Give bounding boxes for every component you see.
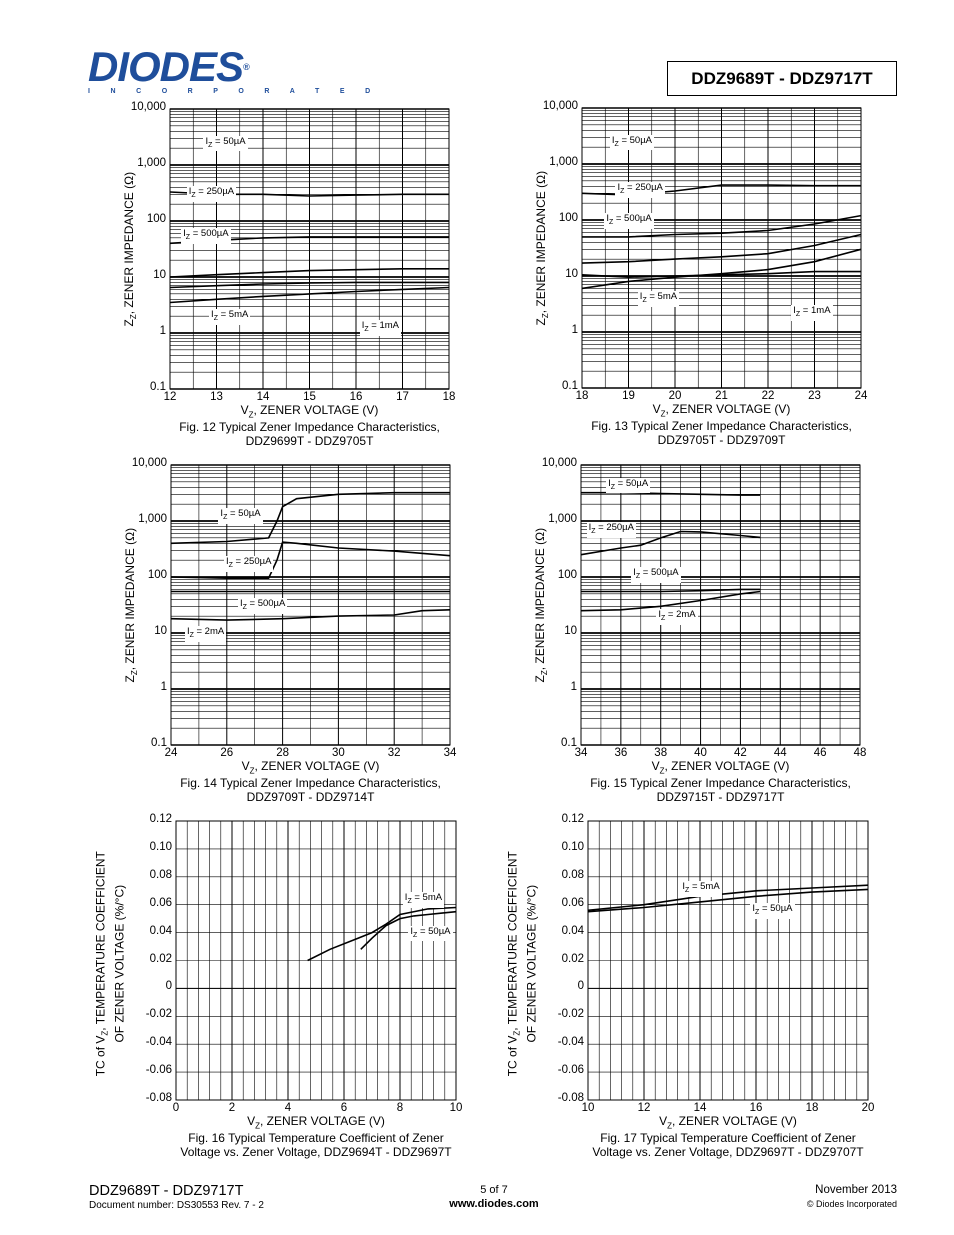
y-tick-label: 1,000 [138,513,167,525]
footer-doc-number: Document number: DS30553 Rev. 7 - 2 [89,1200,264,1211]
y-tick-label: 1 [160,681,167,693]
series-label: $I_Z = 50\mu A$ [606,478,650,494]
series-line-1 [588,889,868,911]
footer-page: 5 of 7 [480,1184,508,1196]
y-tick-label: 100 [146,213,166,225]
x-tick-label: 18 [442,391,456,403]
y-tick-label: 100 [558,212,578,224]
x-tick-label: 34 [574,747,588,759]
y-tick-label: 10,000 [541,457,577,469]
y-tick-label: 0.02 [561,952,584,965]
x-axis-label: $V_Z$, ZENER VOLTAGE (V) [659,1114,797,1131]
y-axis-label: TC of $V_Z$, TEMPERATURE COEFFICIENT OF ZENER VOLTAGE (%/°C) [93,850,127,1076]
x-tick-label: 16 [349,391,363,403]
y-tick-label: 10 [154,625,167,637]
y-tick-label: 0 [577,980,584,993]
y-tick-label: 1,000 [137,157,166,169]
y-tick-label: -0.06 [557,1064,584,1077]
x-tick-label: 14 [693,1102,707,1114]
x-tick-label: 23 [808,390,821,402]
y-tick-label: 100 [147,569,167,581]
footer-part-number: DDZ9689T - DDZ9717T [89,1183,244,1199]
x-axis-label: $V_Z$, ZENER VOLTAGE (V) [241,759,380,776]
y-tick-label: 0.06 [149,896,172,909]
x-tick-label: 4 [284,1102,292,1114]
y-axis-label: $Z_Z$, ZENER IMPEDANCE (Ω) [533,170,551,326]
series-label: $I_Z = 500\mu A$ [181,228,230,244]
y-tick-label: 0.1 [151,737,167,749]
series-label: $I_Z = 50\mu A$ [610,135,654,151]
series-label: $I_Z = 5mA$ [638,291,679,307]
series-label: $I_Z = 250\mu A$ [587,522,636,538]
x-tick-label: 34 [443,747,457,759]
series-label: $I_Z = 250\mu A$ [187,186,236,202]
y-tick-label: 10,000 [131,457,167,469]
y-tick-label: 1 [570,681,577,693]
y-tick-label: 1 [159,325,166,337]
series-label: $I_Z = 5mA$ [209,309,250,325]
y-tick-label: 1,000 [549,156,578,168]
x-tick-label: 18 [575,390,589,402]
series-label: $I_Z = 50\mu A$ [750,903,794,919]
x-tick-label: 42 [734,747,747,759]
x-axis-label: $V_Z$, ZENER VOLTAGE (V) [247,1114,385,1131]
series-label: $I_Z = 1mA$ [791,305,832,321]
y-tick-label: 100 [557,569,577,581]
y-tick-label: 0.08 [149,868,172,881]
fig17-chart [588,821,868,1100]
x-tick-label: 14 [256,391,270,403]
y-tick-label: 10 [564,625,577,637]
y-tick-label: 0.1 [561,737,577,749]
x-tick-label: 18 [805,1102,819,1114]
x-tick-label: 28 [276,747,289,759]
series-label: $I_Z = 250\mu A$ [615,182,664,198]
y-tick-label: 10,000 [542,100,578,112]
y-axis-label: $Z_Z$, ZENER IMPEDANCE (Ω) [532,527,550,683]
x-tick-label: 10 [581,1102,595,1114]
y-tick-label: 0 [165,980,172,993]
y-tick-label: 0.1 [562,380,578,392]
y-tick-label: 10,000 [130,101,166,113]
series-label: $I_Z = 500\mu A$ [631,567,680,583]
y-axis-label: TC of $V_Z$, TEMPERATURE COEFFICIENT OF ZENER VOLTAGE (%/°C) [505,850,539,1076]
x-tick-label: 19 [622,390,635,402]
chart-title: Fig. 13 Typical Zener Impedance Characteristics, DDZ9705T - DDZ9709T [591,419,852,447]
y-tick-label: 0.12 [561,813,584,825]
x-tick-label: 6 [340,1102,348,1114]
series-label: $I_Z = 50\mu A$ [203,136,247,152]
footer-date: November 2013 [815,1184,897,1196]
x-tick-label: 2 [228,1102,236,1114]
part-number-box: DDZ9689T - DDZ9717T [667,61,897,96]
y-tick-label: -0.02 [145,1008,172,1021]
chart-title: Fig. 16 Typical Temperature Coefficient of Zener Voltage vs. Zener Voltage, DDZ9694T - DDZ9697T [180,1131,452,1159]
logo-text: DIODES® [88,43,249,90]
y-tick-label: 10 [153,269,166,281]
y-tick-label: 0.08 [561,868,584,881]
series-label: $I_Z = 250\mu A$ [224,556,273,572]
y-tick-label: 0.02 [149,952,172,965]
y-tick-label: 0.04 [561,924,584,937]
x-tick-label: 32 [387,747,401,759]
y-tick-label: 10 [565,268,578,280]
x-axis-label: $V_Z$, ZENER VOLTAGE (V) [651,759,790,776]
x-axis-label: $V_Z$, ZENER VOLTAGE (V) [652,402,791,419]
x-tick-label: 12 [163,391,177,403]
x-tick-label: 16 [749,1102,763,1114]
y-tick-label: -0.04 [557,1036,584,1049]
y-tick-label: 0.10 [149,840,172,853]
series-label: $I_Z = 5mA$ [403,892,444,908]
chart-title: Fig. 17 Typical Temperature Coefficient of Zener Voltage vs. Zener Voltage, DDZ9697T - DDZ9707T [592,1131,864,1159]
series-label: $I_Z = 50\mu A$ [218,508,262,524]
x-tick-label: 24 [164,747,178,759]
fig15-chart [581,465,860,745]
series-label: $I_Z = 1mA$ [360,320,401,336]
x-tick-label: 22 [761,390,775,402]
y-tick-label: 0.06 [561,896,584,909]
x-tick-label: 10 [449,1102,463,1114]
y-tick-label: 0.04 [149,924,172,937]
x-tick-label: 48 [853,747,867,759]
y-tick-label: 0.10 [561,840,584,853]
fig14-chart [171,465,450,745]
y-tick-label: -0.08 [145,1092,172,1104]
footer-website[interactable]: www.diodes.com [449,1198,539,1210]
x-tick-label: 26 [220,747,234,759]
y-tick-label: 0.12 [149,813,172,825]
fig16-chart [176,821,456,1100]
series-label: $I_Z = 500\mu A$ [238,598,287,614]
x-axis-label: $V_Z$, ZENER VOLTAGE (V) [240,403,379,420]
x-tick-label: 20 [861,1102,875,1114]
series-label: $I_Z = 50\mu A$ [408,926,452,942]
series-label: $I_Z = 2mA$ [185,626,226,642]
y-tick-label: 1,000 [548,513,577,525]
chart-title: Fig. 15 Typical Zener Impedance Characteristics, DDZ9715T - DDZ9717T [590,776,851,804]
x-tick-label: 36 [614,747,628,759]
x-tick-label: 40 [694,747,707,759]
y-axis-label: $Z_Z$, ZENER IMPEDANCE (Ω) [122,527,140,683]
chart-title: Fig. 12 Typical Zener Impedance Characteristics, DDZ9699T - DDZ9705T [179,420,440,448]
series-line-0 [588,885,868,910]
x-tick-label: 20 [668,390,682,402]
x-tick-label: 24 [854,390,868,402]
x-tick-label: 38 [654,747,668,759]
x-tick-label: 44 [773,747,787,759]
y-tick-label: 1 [571,324,578,336]
y-tick-label: 0.1 [150,381,166,393]
chart-title: Fig. 14 Typical Zener Impedance Characteristics, DDZ9709T - DDZ9714T [180,776,441,804]
x-tick-label: 17 [396,391,409,403]
y-tick-label: -0.02 [557,1008,584,1021]
x-tick-label: 0 [172,1102,180,1114]
x-tick-label: 15 [303,391,316,403]
y-tick-label: -0.04 [145,1036,172,1049]
y-tick-label: -0.08 [557,1092,584,1104]
x-tick-label: 46 [813,747,827,759]
series-label: $I_Z = 500\mu A$ [604,213,653,229]
series-line-3 [581,592,760,611]
series-label: $I_Z = 2mA$ [656,609,697,625]
y-tick-label: -0.06 [145,1064,172,1077]
x-tick-label: 30 [331,747,345,759]
y-axis-label: $Z_Z$, ZENER IMPEDANCE (Ω) [121,171,139,327]
x-tick-label: 13 [210,391,223,403]
x-tick-label: 21 [715,390,728,402]
logo-subtitle: I N C O R P O R A T E D [88,88,380,95]
x-tick-label: 8 [396,1102,404,1114]
series-label: $I_Z = 5mA$ [680,881,721,897]
footer-copyright: © Diodes Incorporated [806,1199,897,1209]
x-tick-label: 12 [637,1102,651,1114]
